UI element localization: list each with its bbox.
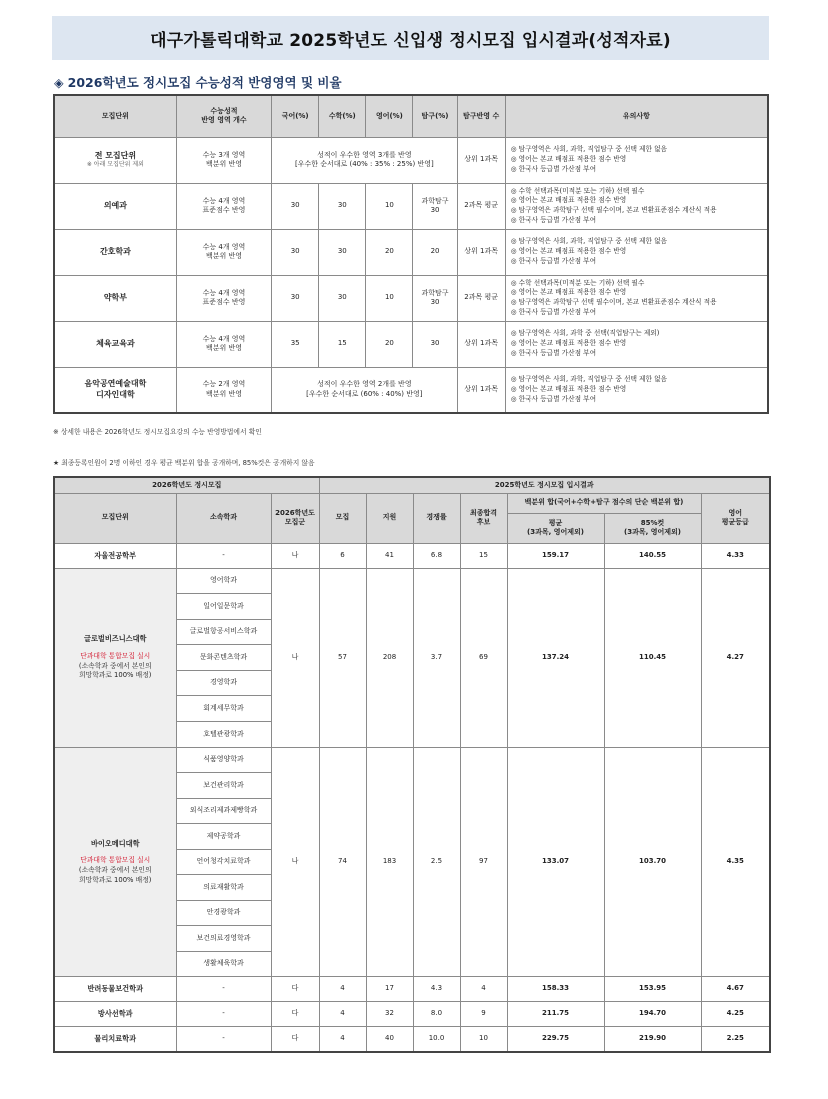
header-2026: 2026학년도 정시모집 [54,477,319,493]
note-line: ◎ 영어는 본교 배점표 적용한 점수 반영 [510,339,627,348]
eng-cell: 2.25 [701,1027,770,1052]
unit-cell [54,367,176,413]
note-line: ◎ 영어는 본교 배점표 적용한 점수 반영 [510,196,627,205]
bio-integrated-note: 단과대학 통합모집 실시 [80,856,151,865]
math-cell: 30 [319,183,366,229]
dept-cell: 글로벌항공서비스학과 [176,619,271,645]
note-line: ◎ 탐구영역은 사회, 과학, 직업탐구 중 선택 제한 없음 [510,237,667,246]
notes-cell [505,137,768,183]
unit-cell: 자율전공학부 [54,543,176,568]
global-assign-note: (소속학과 중에서 본인의 희망학과로 100% 배정) [78,661,152,680]
dept-cell: 의료재활학과 [176,875,271,901]
dept-cell: 외식조리제과제빵학과 [176,798,271,824]
count-cell: 수능 4개 영역 백분위 반영 [176,321,271,367]
col-dept: 소속학과 [176,493,271,543]
diamond-icon: ◈ [54,75,64,90]
cut-cell: 140.55 [604,543,701,568]
page-title: 대구가톨릭대학교 2025학년도 신입생 정시모집 입시결과(성적자료) [52,16,769,60]
tamgu-n-cell: 상위 1과목 [457,367,505,413]
unit-cell [54,229,176,275]
tamgu-n-cell: 2과목 평균 [457,275,505,321]
eng-cell: 20 [366,229,413,275]
t1-col-tamgu-n: 탐구반영 수 [457,95,505,137]
col-group: 2026학년도 모집군 [271,493,319,543]
global-unit-name: 글로벌비즈니스대학 [84,634,147,644]
final-cell: 10 [460,1027,507,1052]
final-cell: 9 [460,1002,507,1027]
final-cell: 4 [460,977,507,1002]
avg-cell: 158.33 [507,977,604,1002]
math-cell: 30 [319,275,366,321]
reflection-row [54,137,768,183]
tamgu-cell: 과학탐구 30 [413,275,457,321]
unit-cell [54,137,176,183]
result-row [54,1027,770,1052]
recruit-cell: 6 [319,543,366,568]
count-cell: 수능 4개 영역 백분위 반영 [176,229,271,275]
dept-cell: - [176,543,271,568]
tamgu-n-cell: 상위 1과목 [457,321,505,367]
cut-cell: 103.70 [604,747,701,977]
result-row [54,1002,770,1027]
kor-cell: 30 [272,275,319,321]
note-line: ◎ 영어는 본교 배점표 적용한 점수 반영 [510,288,627,297]
note-line: ◎ 수학 선택과목(미적분 또는 기하) 선택 필수 [510,186,645,195]
dept-cell: - [176,1002,271,1027]
note-line: ◎ 탐구영역은 사회, 과학, 직업탐구 중 선택 제한 없음 [510,145,667,154]
note-line: ◎ 한국사 등급별 가산점 부여 [510,256,597,265]
reflection-ratio-table [53,94,769,414]
unit-name: 음악공연예술대학 디자인대학 [84,378,147,399]
ratio-cell: 3.7 [413,568,460,747]
dept-cell: 보건관리학과 [176,773,271,799]
dept-cell: 제약공학과 [176,824,271,850]
t1-col-kor: 국어(%) [272,95,319,137]
eng-cell: 4.33 [701,543,770,568]
merged-ratio-cell: 성적이 우수한 영역 3개를 반영 [우수한 순서대로 (40% : 35% : 25%) 반영] [272,137,457,183]
notes-cell [505,275,768,321]
reflection-row [54,321,768,367]
dept-cell: - [176,977,271,1002]
eng-cell: 10 [366,183,413,229]
col-percentile: 백분위 합(국어+수학+탐구 점수의 단순 백분위 합) [507,493,701,513]
apply-cell: 40 [366,1027,413,1052]
col-ratio: 경쟁률 [413,493,460,543]
apply-cell: 32 [366,1002,413,1027]
avg-cell: 159.17 [507,543,604,568]
section-title-text: 2026학년도 정시모집 수능성적 반영영역 및 비율 [67,75,342,90]
col-final: 최종합격 후보 [460,493,507,543]
recruit-cell: 57 [319,568,366,747]
bio-row [54,747,770,773]
col-cut: 85%컷 (3과목, 영어제외) [604,513,701,543]
apply-cell: 41 [366,543,413,568]
admission-results-table [53,476,771,1053]
unit-cell [54,321,176,367]
reflection-row [54,275,768,321]
note-line: ◎ 한국사 등급별 가산점 부여 [510,348,597,357]
note-line: ◎ 수학 선택과목(미적분 또는 기하) 선택 필수 [510,278,645,287]
unit-name: 간호학과 [99,246,131,256]
section-title [54,73,342,91]
eng-cell: 4.25 [701,1002,770,1027]
dept-cell: - [176,1027,271,1052]
t1-col-notes: 유의사항 [505,95,768,137]
note-line: ◎ 영어는 본교 배점표 적용한 점수 반영 [510,155,627,164]
dept-cell: 호텔관광학과 [176,722,271,748]
group-cell: 나 [271,543,319,568]
result-row [54,543,770,568]
dept-cell: 문화콘텐츠학과 [176,645,271,671]
tamgu-cell: 과학탐구 30 [413,183,457,229]
count-cell: 수능 3개 영역 백분위 반영 [176,137,271,183]
t1-col-tamgu: 탐구(%) [413,95,457,137]
note-line: ◎ 한국사 등급별 가산점 부여 [510,394,597,403]
dept-cell: 일어일문학과 [176,594,271,620]
t1-col-eng: 영어(%) [366,95,413,137]
recruit-cell: 74 [319,747,366,977]
result-row [54,977,770,1002]
math-cell: 15 [319,321,366,367]
eng-cell: 4.67 [701,977,770,1002]
dept-cell: 회계세무학과 [176,696,271,722]
count-cell: 수능 4개 영역 표준점수 반영 [176,183,271,229]
tamgu-cell: 20 [413,229,457,275]
eng-cell: 20 [366,321,413,367]
kor-cell: 35 [272,321,319,367]
note-line: ◎ 한국사 등급별 가산점 부여 [510,164,597,173]
group-cell: 다 [271,977,319,1002]
col-apply: 지원 [366,493,413,543]
reflection-row [54,183,768,229]
unit-cell: 반려동물보건학과 [54,977,176,1002]
math-cell: 30 [319,229,366,275]
merged-ratio-cell: 성적이 우수한 영역 2개를 반영 [우수한 순서대로 (60% : 40%) 반영] [272,367,457,413]
unit-name: 의예과 [103,200,127,210]
dept-cell: 안경광학과 [176,900,271,926]
col-eng: 영어 평균등급 [701,493,770,543]
ratio-cell: 6.8 [413,543,460,568]
ratio-cell: 2.5 [413,747,460,977]
unit-cell [54,275,176,321]
global-row [54,568,770,594]
avg-cell: 133.07 [507,747,604,977]
ratio-cell: 4.3 [413,977,460,1002]
eng-cell: 4.35 [701,747,770,977]
avg-cell: 137.24 [507,568,604,747]
cut-cell: 153.95 [604,977,701,1002]
note-line: ◎ 탐구영역은 과학탐구 선택 필수이며, 본교 변환표준점수 계산식 적용 [510,298,717,306]
unit-cell: 방사선학과 [54,1002,176,1027]
t1-col-count: 수능성적 반영 영역 개수 [176,95,271,137]
global-unit-cell [54,568,176,747]
tamgu-n-cell: 상위 1과목 [457,229,505,275]
dept-cell: 식품영양학과 [176,747,271,773]
bio-unit-name: 바이오메디대학 [90,838,140,848]
count-cell: 수능 2개 영역 백분위 반영 [176,367,271,413]
final-cell: 15 [460,543,507,568]
tamgu-n-cell: 상위 1과목 [457,137,505,183]
notes-cell [505,183,768,229]
bio-assign-note: (소속학과 중에서 본인의 희망학과로 100% 배정) [78,866,152,884]
cut-cell: 194.70 [604,1002,701,1027]
unit-cell [54,183,176,229]
global-integrated-note: 단과대학 통합모집 실시 [80,652,151,661]
dept-cell: 경영학과 [176,670,271,696]
unit-sub: ※ 아래 모집단위 제외 [86,161,144,169]
dept-cell: 언어청각치료학과 [176,849,271,875]
unit-cell: 물리치료학과 [54,1027,176,1052]
kor-cell: 30 [272,183,319,229]
note-disclosure: ★ 최종등록인원이 2명 이하인 경우 평균 백분위 합을 공개하며, 85%컷은 공개하지 않음 [53,459,315,467]
reflection-row [54,229,768,275]
recruit-cell: 4 [319,977,366,1002]
note-line: ◎ 한국사 등급별 가산점 부여 [510,215,597,224]
note-details: ※ 상세한 내용은 2026학년도 정시모집요강의 수능 반영방법에서 확인 [53,428,262,436]
apply-cell: 17 [366,977,413,1002]
avg-cell: 211.75 [507,1002,604,1027]
tamgu-cell: 30 [413,321,457,367]
kor-cell: 30 [272,229,319,275]
dept-cell: 보건의료경영학과 [176,926,271,952]
notes-cell [505,367,768,413]
reflection-row [54,367,768,413]
header-2025: 2025학년도 정시모집 입시결과 [319,477,770,493]
cut-cell: 110.45 [604,568,701,747]
dept-cell: 영어학과 [176,568,271,594]
col-avg: 평균 (3과목, 영어제외) [507,513,604,543]
t1-col-math: 수학(%) [319,95,366,137]
ratio-cell: 8.0 [413,1002,460,1027]
note-line: ◎ 탐구영역은 사회, 과학 중 선택(직업탐구는 제외) [510,329,660,338]
group-cell: 다 [271,1027,319,1052]
note-line: ◎ 탐구영역은 사회, 과학, 직업탐구 중 선택 제한 없음 [510,375,667,384]
col-unit: 모집단위 [54,493,176,543]
notes-cell [505,229,768,275]
group-cell: 다 [271,1002,319,1027]
col-recruit: 모집 [319,493,366,543]
dept-cell: 생활체육학과 [176,951,271,977]
recruit-cell: 4 [319,1002,366,1027]
bio-unit-cell [54,747,176,977]
eng-cell: 10 [366,275,413,321]
note-line: ◎ 영어는 본교 배점표 적용한 점수 반영 [510,247,627,256]
recruit-cell: 4 [319,1027,366,1052]
eng-cell: 4.27 [701,568,770,747]
apply-cell: 208 [366,568,413,747]
unit-name: 약학부 [103,292,127,302]
count-cell: 수능 4개 영역 표준점수 반영 [176,275,271,321]
group-cell: 나 [271,568,319,747]
notes-cell [505,321,768,367]
note-line: ◎ 영어는 본교 배점표 적용한 점수 반영 [510,384,627,393]
avg-cell: 229.75 [507,1027,604,1052]
ratio-cell: 10.0 [413,1027,460,1052]
t1-col-unit: 모집단위 [54,95,176,137]
final-cell: 69 [460,568,507,747]
group-cell: 나 [271,747,319,977]
tamgu-n-cell: 2과목 평균 [457,183,505,229]
cut-cell: 219.90 [604,1027,701,1052]
unit-name: 전 모집단위 [94,150,137,160]
final-cell: 97 [460,747,507,977]
unit-name: 체육교육과 [96,338,135,348]
apply-cell: 183 [366,747,413,977]
note-line: ◎ 한국사 등급별 가산점 부여 [510,307,597,316]
note-line: ◎ 탐구영역은 과학탐구 선택 필수이며, 본교 변환표준점수 계산식 적용 [510,206,717,214]
